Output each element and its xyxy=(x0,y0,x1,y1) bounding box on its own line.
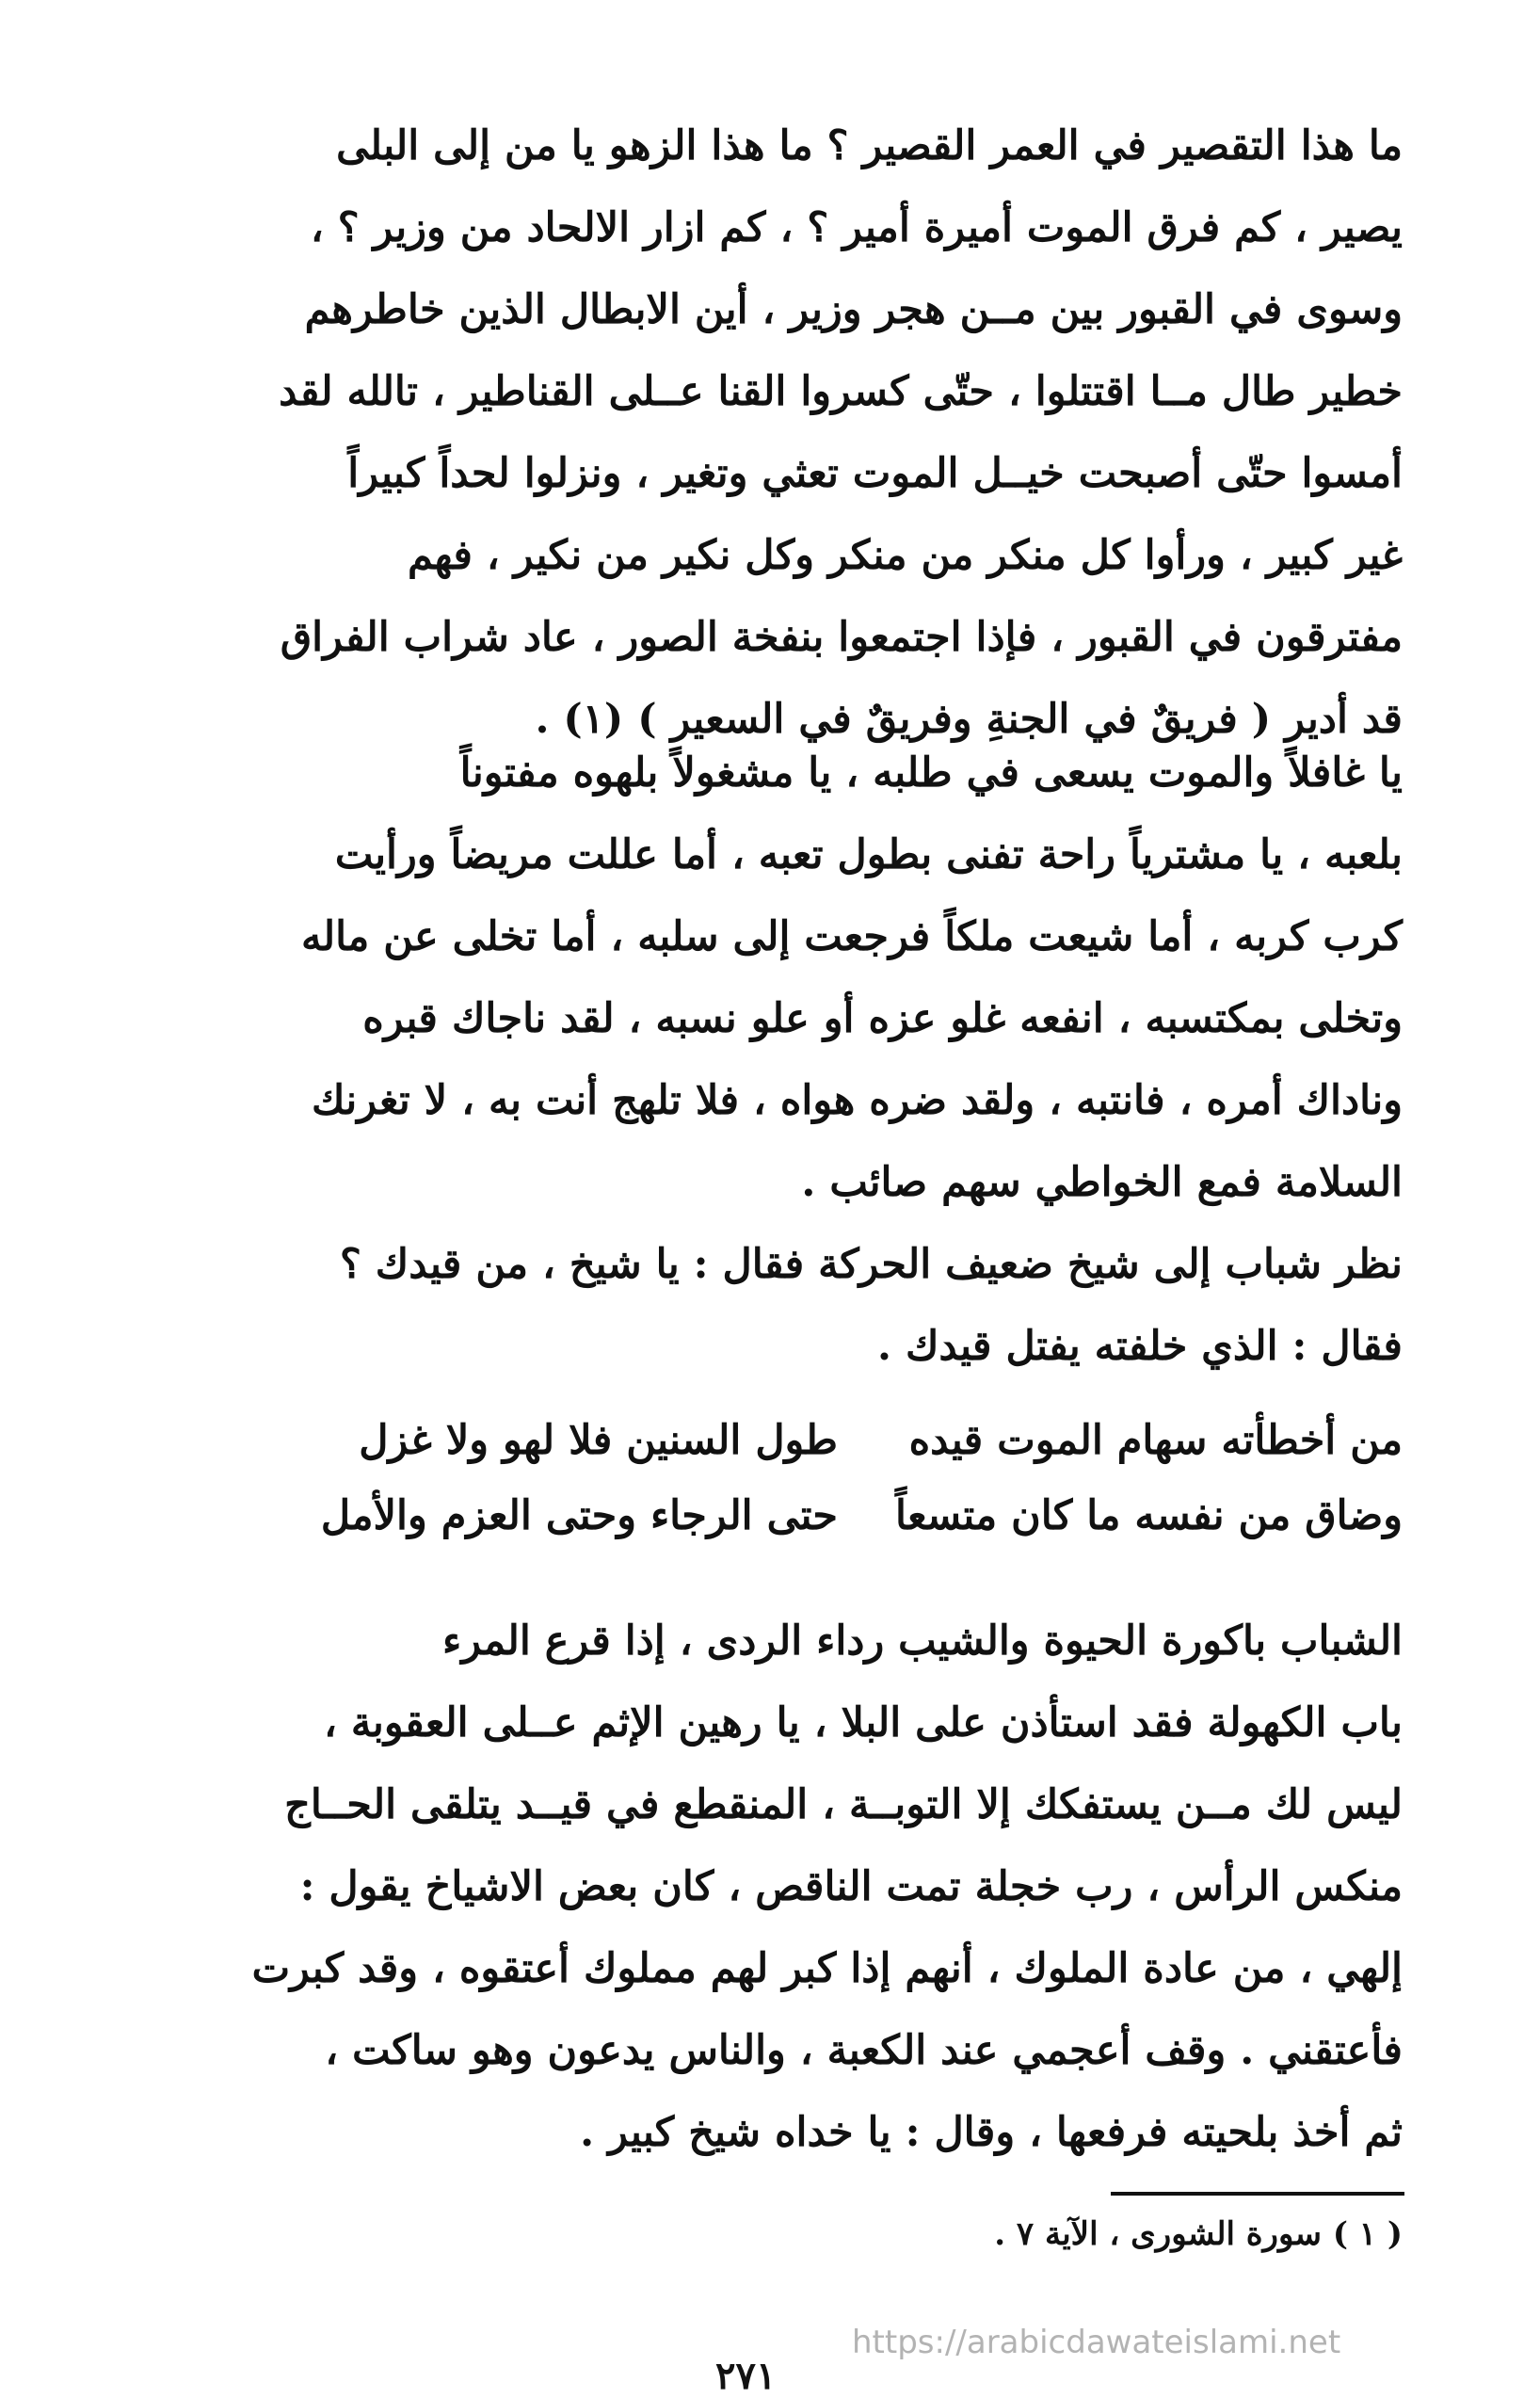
text-line: وتخلى بمكتسبه ، انفعه غلو عزه أو علو نسبه ، لقد ناجاك قبره xyxy=(362,995,1403,1042)
page-number: ٢٧١ xyxy=(715,2354,777,2398)
text-line: السلامة فمع الخواطي سهم صائب . xyxy=(801,1159,1403,1206)
watermark-url: https://arabicdawateislami.net xyxy=(852,2324,1341,2361)
text-line: منكس الرأس ، رب خجلة تمت الناقص ، كان بعض الاشياخ يقول : xyxy=(299,1863,1403,1910)
text-line: مفترقون في القبور ، فإذا اجتمعوا بنفخة الصور ، عاد شراب الفراق xyxy=(280,614,1403,661)
text-line: فقال : الذي خلفته يفتل قيدك . xyxy=(877,1323,1403,1370)
verse-2-second-hemistich: حتى الرجاء وحتى العزم والأمل xyxy=(320,1492,838,1539)
text-line: ثم أخذ بلحيته فرفعها ، وقال : يا خداه شيخ كبير . xyxy=(580,2109,1403,2156)
text-line: وسوى في القبور بين مــن هجر وزير ، أين الابطال الذين خاطرهم xyxy=(304,286,1403,333)
text-line: قد أدير ( فريقٌ في الجنةِ وفريقٌ في السعير ) (١) . xyxy=(535,696,1403,743)
text-line: وناداك أمره ، فانتبه ، ولقد ضره هواه ، فلا تلهج أنت به ، لا تغرنك xyxy=(312,1077,1403,1124)
verse-1-first-hemistich: من أخطأته سهام الموت قيده xyxy=(908,1417,1403,1464)
paragraph-3 xyxy=(235,1224,1403,1388)
footnote-separator xyxy=(1111,2192,1404,2196)
text-line: يصير ، كم فرق الموت أميرة أمير ؟ ، كم ازار الالحاد من وزير ؟ ، xyxy=(310,204,1403,251)
paragraph-4 xyxy=(235,1601,1403,2174)
text-line: أمسوا حتّى أصبحت خيــل الموت تعثي وتغير ، ونزلوا لحداً كبيراً xyxy=(347,450,1403,497)
paragraph-1 xyxy=(235,105,1403,761)
text-line: خطير طال مــا اقتتلوا ، حتّى كسروا القنا عــلى القناطير ، تالله لقد xyxy=(279,368,1403,415)
paragraph-1-text xyxy=(235,105,1403,761)
paragraph-2-text xyxy=(235,732,1403,1224)
paragraph-3-text xyxy=(235,1224,1403,1388)
verse-1-second-hemistich: طول السنين فلا لهو ولا غزل xyxy=(359,1417,838,1464)
text-line: نظر شباب إلى شيخ ضعيف الحركة فقال : يا شيخ ، من قيدك ؟ xyxy=(340,1241,1403,1288)
text-line: الشباب باكورة الحيوة والشيب رداء الردى ، إذا قرع المرء xyxy=(441,1617,1403,1665)
text-line: فأعتقني . وقف أعجمي عند الكعبة ، والناس يدعون وهو ساكت ، xyxy=(325,2027,1403,2074)
text-line: باب الكهولة فقد استأذن على البلا ، يا رهين الإثم عــلى العقوبة ، xyxy=(324,1699,1403,1746)
text-line: يا غافلاً والموت يسعى في طلبه ، يا مشغولاً بلهوه مفتوناً xyxy=(459,749,1403,797)
paragraph-4-text xyxy=(235,1601,1403,2174)
footnote: ( ١ ) سورة الشورى ، الآية ٧ . xyxy=(994,2215,1403,2253)
text-line: ليس لك مــن يستفكك إلا التوبــة ، المنقطع في قيــد يتلقى الحــاج xyxy=(284,1781,1403,1828)
text-line: إلهي ، من عادة الملوك ، أنهم إذا كبر لهم مملوك أعتقوه ، وقد كبرت xyxy=(251,1945,1403,1992)
text-line: كرب كربه ، أما شيعت ملكاً فرجعت إلى سلبه ، أما تخلى عن ماله xyxy=(300,913,1403,960)
text-line: ما هذا التقصير في العمر القصير ؟ ما هذا الزهو يا من إلى البلى xyxy=(336,122,1403,169)
verse-2-first-hemistich: وضاق من نفسه ما كان متسعاً xyxy=(895,1492,1403,1539)
paragraph-2 xyxy=(235,732,1403,1224)
text-line: بلعبه ، يا مشترياً راحة تفنى بطول تعبه ، أما عللت مريضاً ورأيت xyxy=(334,831,1403,878)
text-line: غير كبير ، ورأوا كل منكر من منكر وكل نكير من نكير ، فهم xyxy=(407,532,1403,579)
